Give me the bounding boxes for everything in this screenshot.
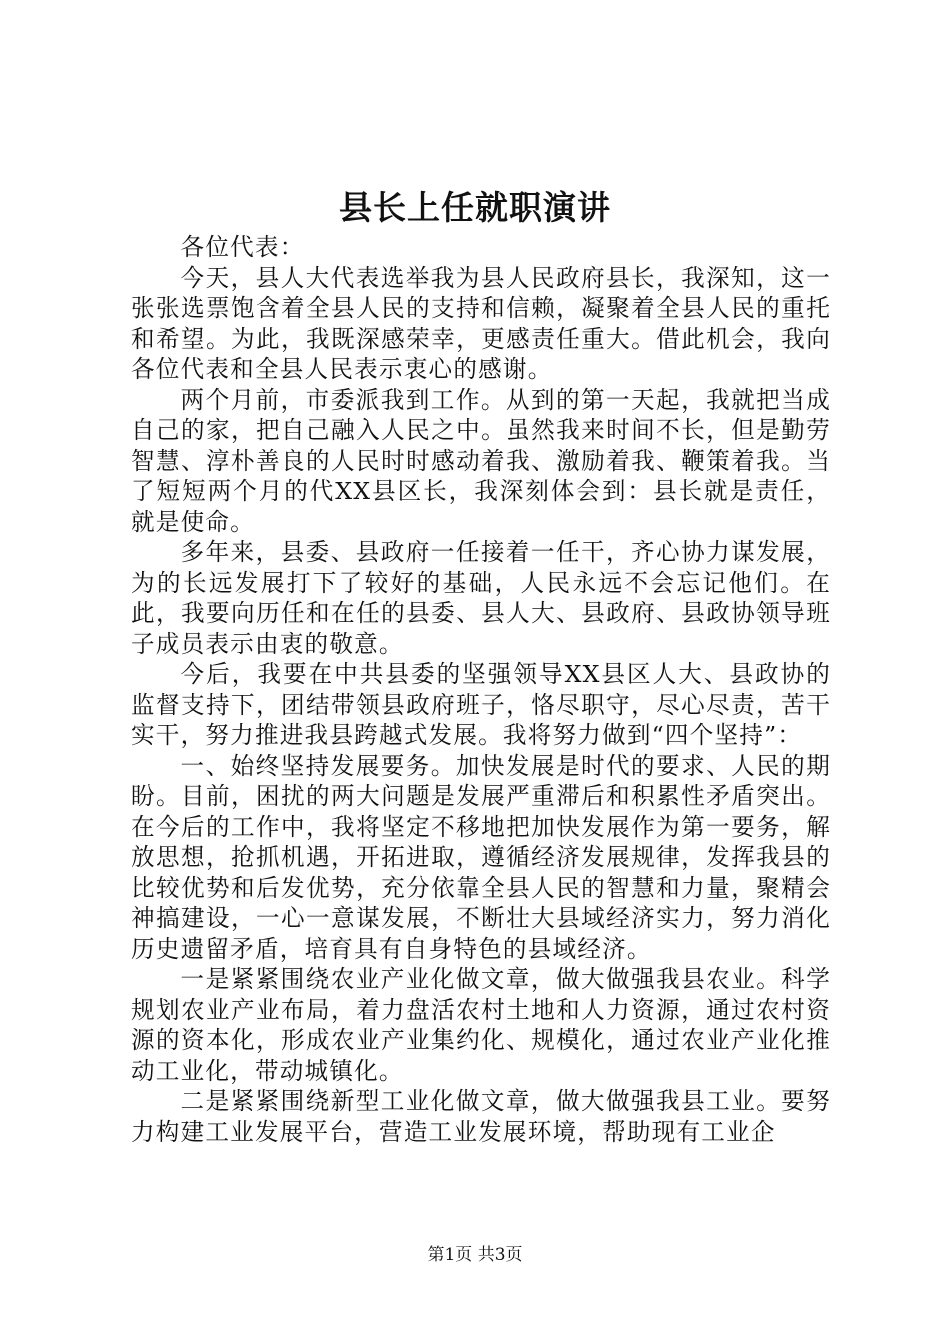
document-title: 县长上任就职演讲 <box>339 188 611 227</box>
page-number-footer: 第1页 共3页 <box>427 1245 523 1265</box>
paragraph: 二是紧紧围绕新型工业化做文章，做大做强我县工业。要努力构建工业发展平台，营造工业发展环境，帮助现有工业企 <box>131 1087 831 1146</box>
document-body <box>131 232 831 1147</box>
paragraph: 今后，我要在中共县委的坚强领导XX县区人大、县政协的监督支持下，团结带领县政府班子，恪尽职守，尽心尽责，苦干实干，努力推进我县跨越式发展。我将努力做到“四个坚持”： <box>131 660 831 749</box>
paragraph: 多年来，县委、县政府一任接着一任干，齐心协力谋发展，为的长远发展打下了较好的基础，人民永远不会忘记他们。在此，我要向历任和在任的县委、县人大、县政府、县政协领导班子成员表示由衷的敬意。 <box>131 538 831 658</box>
paragraph: 一、始终坚持发展要务。加快发展是时代的要求、人民的期盼。目前，困扰的两大问题是发展严重滞后和积累性矛盾突出。在今后的工作中，我将坚定不移地把加快发展作为第一要务，解放思想，抢抓机遇，开拓进取，遵循经济发展规律，发挥我县的比较优势和后发优势，充分依靠全县人民的智慧和力量，聚精会神搞建设，一心一意谋发展，不断壮大县域经济实力，努力消化历史遗留矛盾，培育具有自身特色的县域经济。 <box>131 751 831 963</box>
paragraph: 今天，县人大代表选举我为县人民政府县长，我深知，这一张张选票饱含着全县人民的支持和信赖，凝聚着全县人民的重托和希望。为此，我既深感荣幸，更感责任重大。借此机会，我向各位代表和全县人民表示衷心的感谢。 <box>131 263 831 383</box>
salutation: 各位代表： <box>180 233 305 261</box>
paragraph: 一是紧紧围绕农业产业化做文章，做大做强我县农业。科学规划农业产业布局，着力盘活农村土地和人力资源，通过农村资源的资本化，形成农业产业集约化、规模化，通过农业产业化推动工业化，带动城镇化。 <box>131 965 831 1085</box>
paragraph: 两个月前，市委派我到工作。从到的第一天起，我就把当成自己的家，把自己融入人民之中。虽然我来时间不长，但是勤劳智慧、淳朴善良的人民时时感动着我、激励着我、鞭策着我。当了短短两个月的代XX县区长，我深刻体会到：县长就是责任，就是使命。 <box>131 385 831 536</box>
